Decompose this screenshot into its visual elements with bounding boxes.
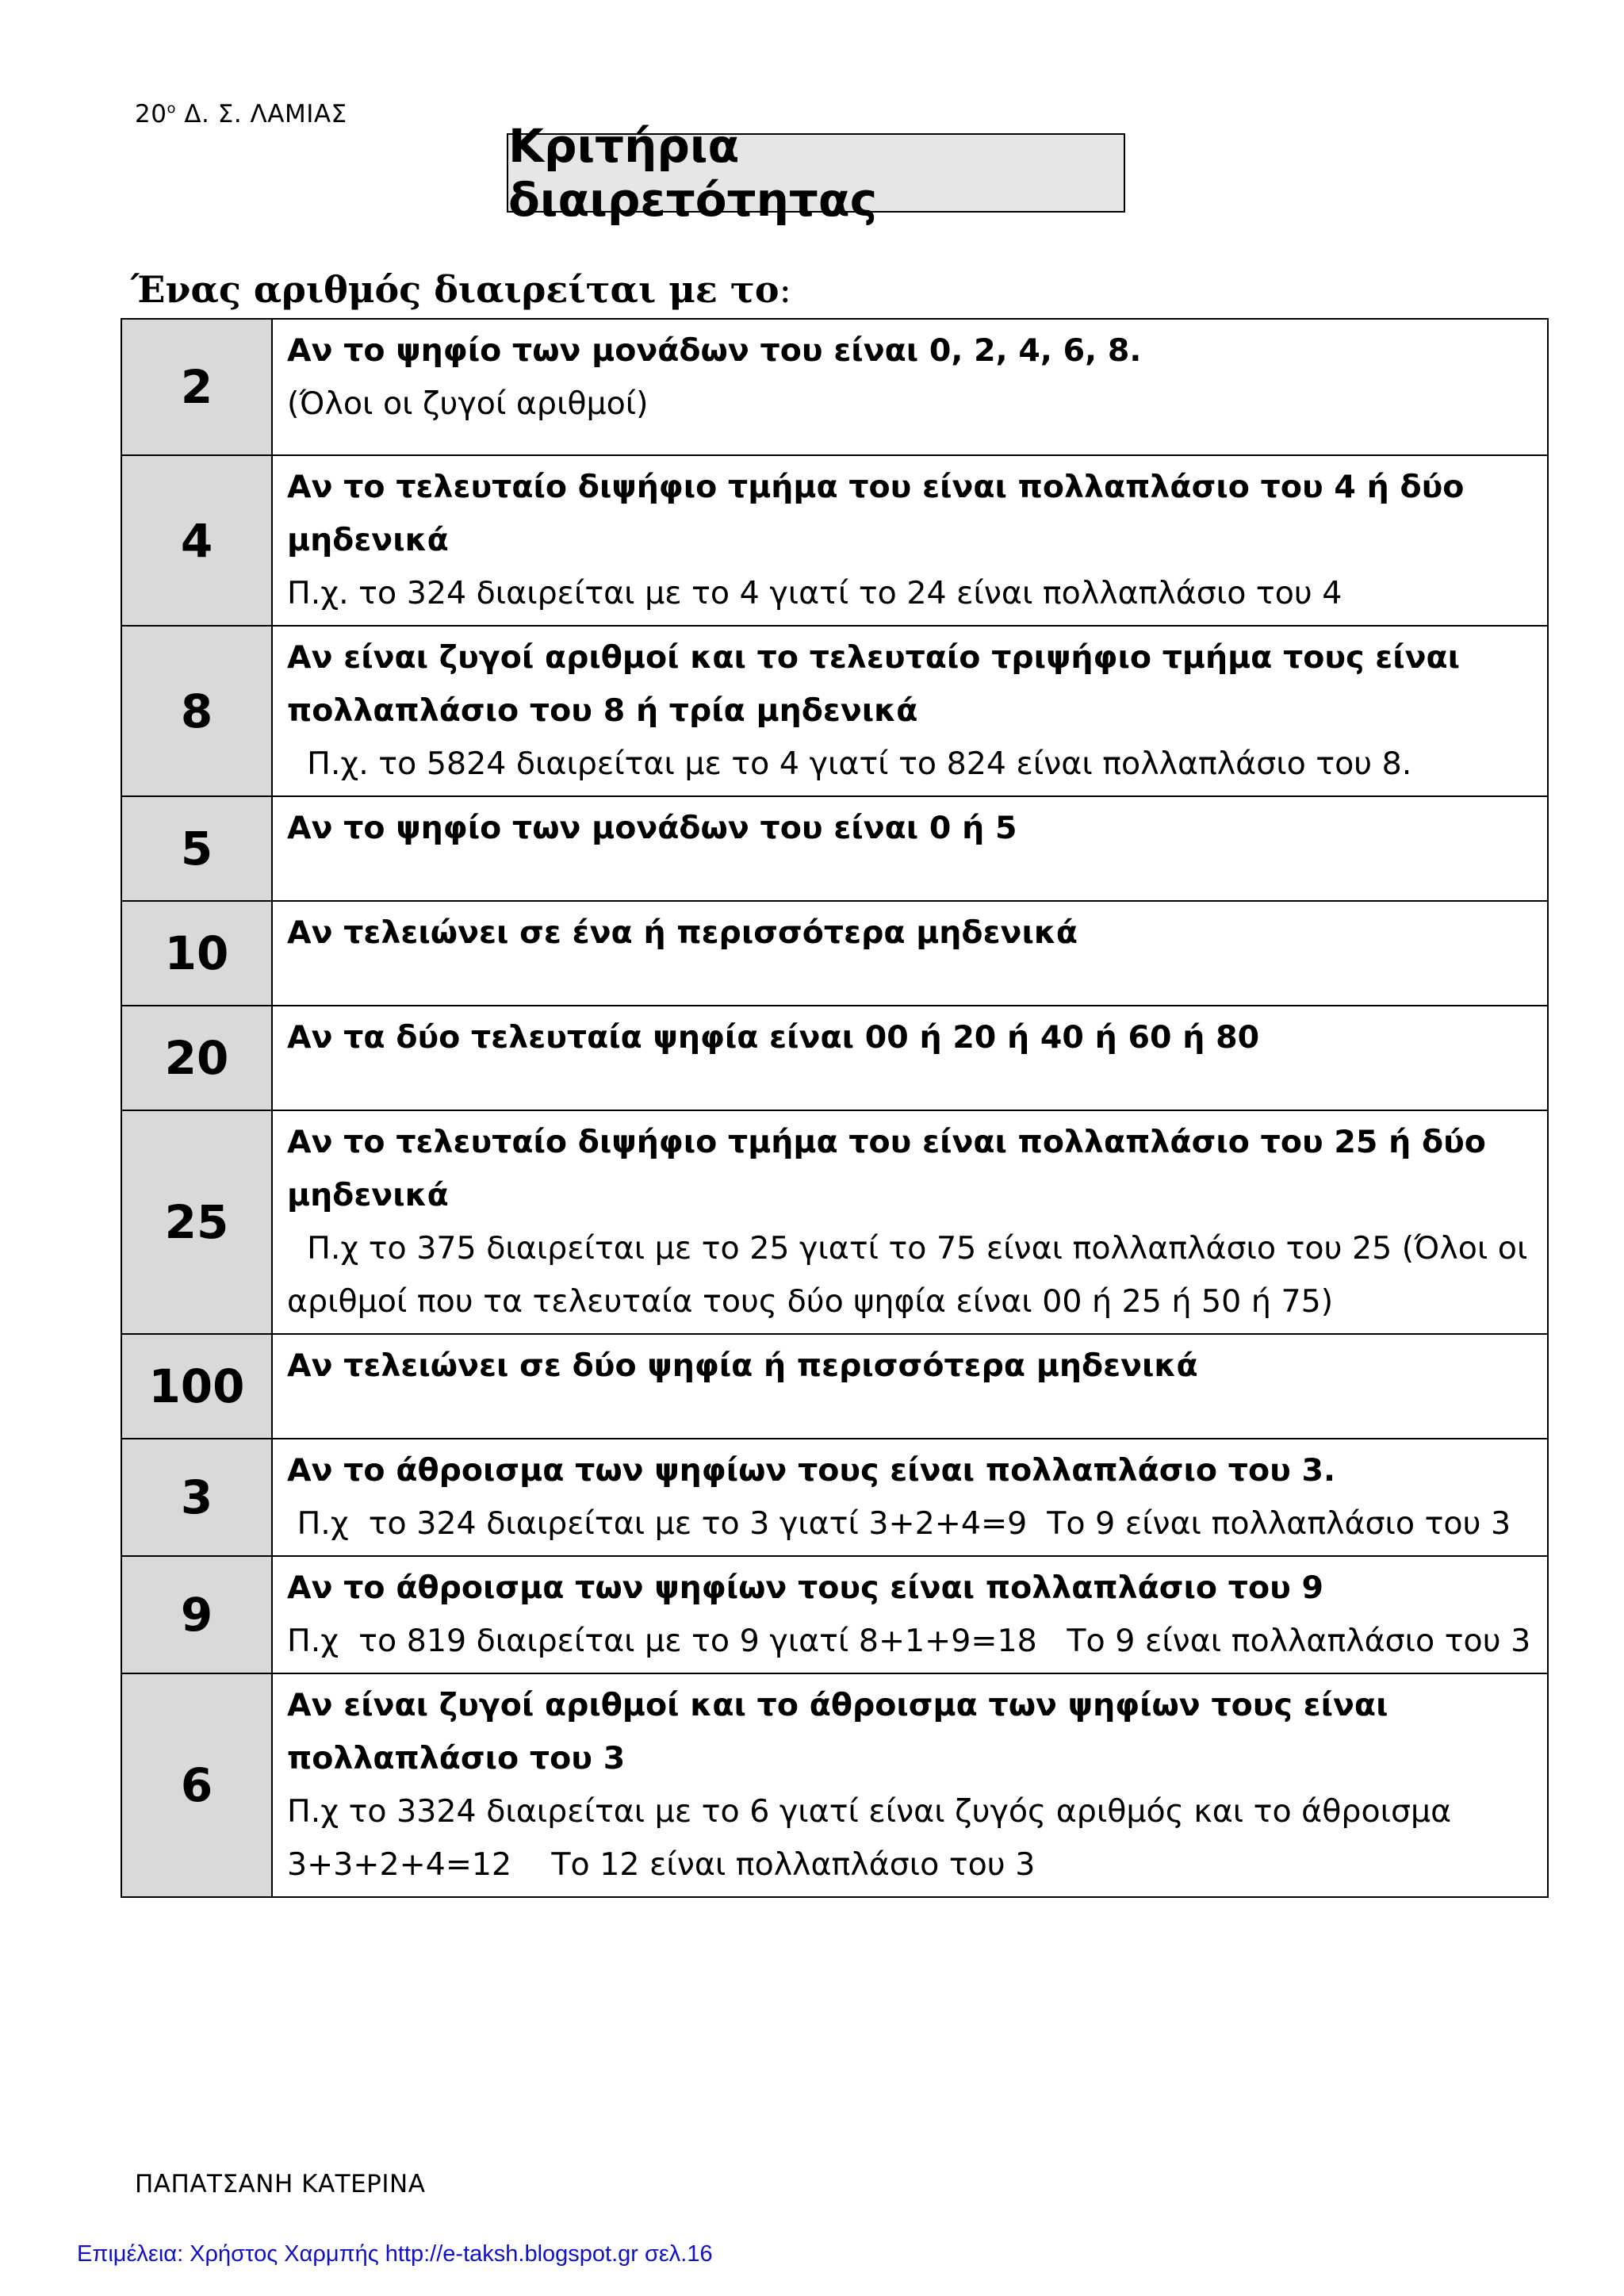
criteria-row: [121, 1556, 1548, 1673]
divisor-number: 3: [121, 1439, 272, 1556]
criteria-row: [121, 1439, 1548, 1556]
criteria-row: [121, 796, 1548, 901]
criterion-rule: Αν τελειώνει σε ένα ή περισσότερα μηδενικά: [287, 914, 1078, 951]
divisor-number: 100: [121, 1334, 272, 1439]
school-name-rest: Δ. Σ. ΛΑΜΙΑΣ: [175, 100, 347, 128]
page-title: Κριτήρια διαιρετότητας: [507, 133, 1125, 213]
criterion-description: [272, 1006, 1548, 1110]
school-number: 20: [135, 100, 167, 128]
criterion-description: [272, 1556, 1548, 1673]
criteria-row: [121, 1334, 1548, 1439]
criterion-example: Π.χ το 375 διαιρείται με το 25 γιατί το 75 είναι πολλαπλάσιο του 25 (Όλοι οι αριθμοί που τα τελευταία τους δύο ψηφία είναι 00 ή 25 ή 50 ή 75): [287, 1230, 1538, 1320]
criterion-description: [272, 901, 1548, 1006]
criterion-example: Π.χ. το 324 διαιρείται με το 4 γιατί το 24 είναι πολλαπλάσιο του 4: [287, 575, 1342, 611]
criterion-example: Π.χ το 3324 διαιρείται με το 6 γιατί είναι ζυγός αριθμός και το άθροισμα 3+3+2+4=12 Το 12 είναι πολλαπλάσιο του 3: [287, 1793, 1461, 1883]
criterion-rule: Αν το άθροισμα των ψηφίων τους είναι πολλαπλάσιο του 3.: [287, 1452, 1336, 1489]
divisor-number: 8: [121, 626, 272, 796]
divisor-number: 20: [121, 1006, 272, 1110]
criterion-rule: Αν τα δύο τελευταία ψηφία είναι 00 ή 20 ή 40 ή 60 ή 80: [287, 1019, 1260, 1056]
divisibility-table: [121, 318, 1549, 1898]
intro-line: [131, 268, 791, 311]
criterion-description: [272, 1439, 1548, 1556]
divisor-number: 9: [121, 1556, 272, 1673]
criteria-row: [121, 319, 1548, 455]
criterion-description: [272, 626, 1548, 796]
criteria-row: [121, 901, 1548, 1006]
divisor-number: 6: [121, 1673, 272, 1897]
footer-author: ΠΑΠΑΤΣΑΝΗ ΚΑΤΕΡΙΝΑ: [135, 2170, 426, 2198]
criteria-row: [121, 1673, 1548, 1897]
criterion-example: (Όλοι οι ζυγοί αριθμοί): [287, 385, 649, 422]
criterion-description: [272, 1110, 1548, 1334]
footer-credit: Επιμέλεια: Χρήστος Χαρμπής http://e-taksh.blogspot.gr σελ.16: [77, 2241, 713, 2267]
criterion-description: [272, 796, 1548, 901]
divisor-number: 2: [121, 319, 272, 455]
divisor-number: 4: [121, 455, 272, 626]
divisor-number: 5: [121, 796, 272, 901]
criterion-rule: Αν το ψηφίο των μονάδων του είναι 0, 2, 4, 6, 8.: [287, 332, 1142, 369]
school-name: [135, 100, 347, 128]
criteria-row: [121, 626, 1548, 796]
criterion-rule: Αν το άθροισμα των ψηφίων τους είναι πολλαπλάσιο του 9: [287, 1570, 1324, 1606]
criterion-rule: Αν είναι ζυγοί αριθμοί και το άθροισμα των ψηφίων τους είναι πολλαπλάσιο του 3: [287, 1687, 1388, 1777]
criterion-rule: Αν τελειώνει σε δύο ψηφία ή περισσότερα μηδενικά: [287, 1347, 1198, 1384]
intro-text: Ένας αριθμός διαιρείται με το: [131, 268, 779, 311]
criterion-example: Π.χ το 324 διαιρείται με το 3 γιατί 3+2+4=9 Το 9 είναι πολλαπλάσιο του 3: [287, 1505, 1511, 1542]
intro-colon: :: [779, 268, 792, 311]
criterion-rule: Αν το τελευταίο διψήφιο τμήμα του είναι πολλαπλάσιο του 4 ή δύο μηδενικά: [287, 469, 1465, 558]
criterion-rule: Αν το ψηφίο των μονάδων του είναι 0 ή 5: [287, 810, 1017, 846]
school-superscript: ο: [167, 100, 176, 117]
criteria-row: [121, 1006, 1548, 1110]
criteria-row: [121, 1110, 1548, 1334]
criterion-description: [272, 455, 1548, 626]
criterion-example: Π.χ. το 5824 διαιρείται με το 4 γιατί το 824 είναι πολλαπλάσιο του 8.: [287, 746, 1412, 782]
divisor-number: 10: [121, 901, 272, 1006]
criteria-row: [121, 455, 1548, 626]
criterion-example: Π.χ το 819 διαιρείται με το 9 γιατί 8+1+9=18 Το 9 είναι πολλαπλάσιο του 3: [287, 1623, 1531, 1659]
criterion-rule: Αν είναι ζυγοί αριθμοί και το τελευταίο τριψήφιο τμήμα τους είναι πολλαπλάσιο του 8 ή τρία μηδενικά: [287, 639, 1461, 729]
criterion-rule: Αν το τελευταίο διψήφιο τμήμα του είναι πολλαπλάσιο του 25 ή δύο μηδενικά: [287, 1124, 1486, 1213]
criterion-description: [272, 1673, 1548, 1897]
criterion-description: [272, 1334, 1548, 1439]
divisor-number: 25: [121, 1110, 272, 1334]
criterion-description: [272, 319, 1548, 455]
